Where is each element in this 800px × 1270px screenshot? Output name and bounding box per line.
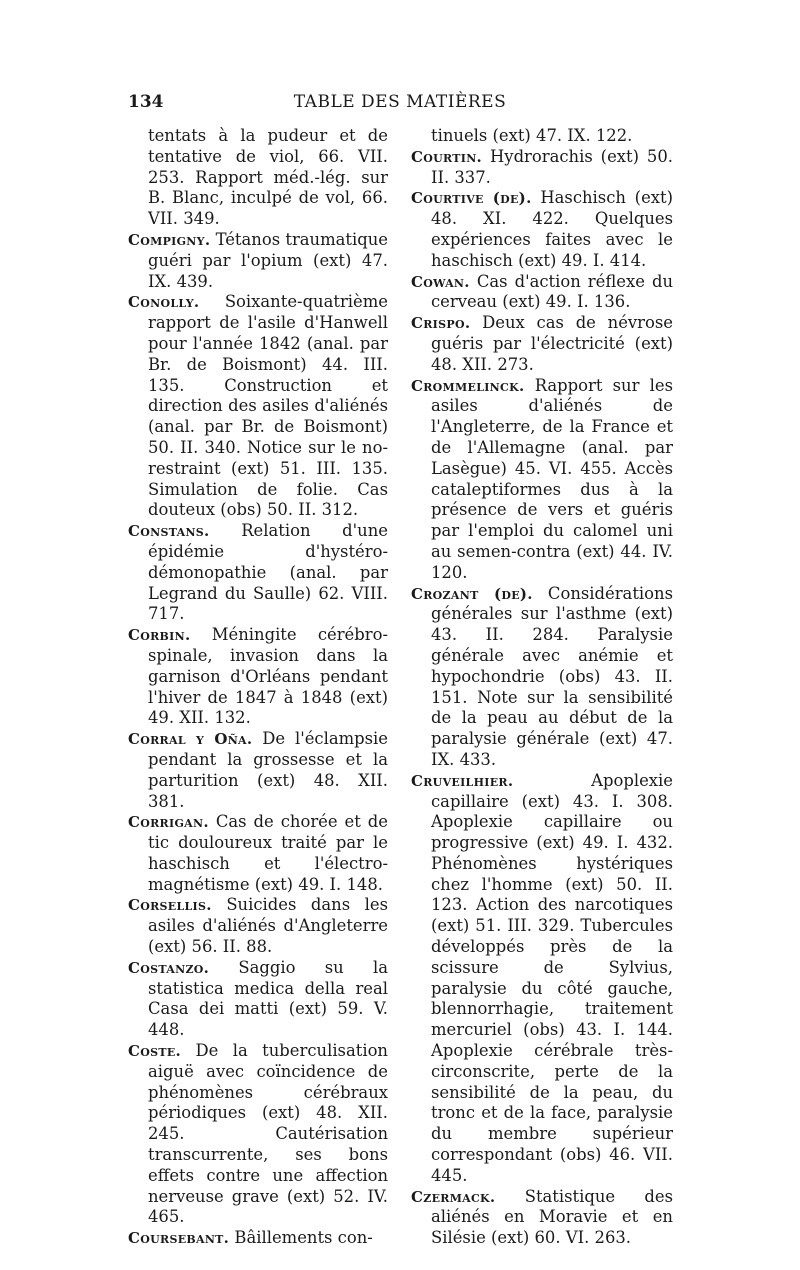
page-header bbox=[0, 92, 800, 120]
index-entry bbox=[128, 895, 388, 957]
index-entry bbox=[128, 625, 388, 729]
entry-text: Relation d'une épidémie d'hystéro-démonopathie (anal. par Legrand du Saulle) 62. VIII. 717. bbox=[148, 521, 388, 624]
left-column bbox=[128, 126, 388, 1249]
index-entry bbox=[128, 1228, 388, 1249]
entry-text: Soixante-quatrième rapport de l'asile d'Hanwell pour l'année 1842 (anal. par Br. de Boismont) 44. III. 135. Construction et direction des asiles d'aliénés (anal. par Br. de Boismont) 50. II. 340. Notice sur le no-restraint (ext) 51. III. 135. Simulation de folie. Cas douteux (obs) 50. II. 312. bbox=[148, 292, 388, 520]
index-entry bbox=[128, 729, 388, 812]
index-entry bbox=[128, 521, 388, 625]
entry-text: Bâillements con- bbox=[234, 1228, 373, 1248]
index-entry bbox=[411, 376, 673, 584]
continuation-text: tinuels (ext) 47. IX. 122. bbox=[431, 126, 633, 145]
index-entry bbox=[128, 292, 388, 521]
entry-text: Suicides dans les asiles d'aliénés d'Angleterre (ext) 56. II. 88. bbox=[148, 895, 388, 957]
entry-headword: Courtive (de). bbox=[411, 189, 532, 208]
entry-text: Tétanos traumatique guéri par l'opium (ext) 47. IX. 439. bbox=[148, 229, 388, 291]
index-entry bbox=[128, 812, 388, 895]
entry-headword: Courtin. bbox=[411, 147, 483, 166]
page-number: 134 bbox=[128, 92, 164, 112]
entry-headword: Cruveilhier. bbox=[411, 771, 514, 790]
entry-text: Rapport sur les asiles d'aliénés de l'Angleterre, de la France et de l'Allemagne (anal. par Lasègue) 45. VI. 455. Accès cataleptiformes dus à la présence de vers et guéris par l'emploi du calomel uni au semen-contra (ext) 44. IV. 120. bbox=[431, 375, 673, 582]
entry-text: De l'éclampsie pendant la grossesse et la parturition (ext) 48. XII. 381. bbox=[148, 729, 388, 811]
index-entry bbox=[128, 230, 388, 292]
entry-headword: Coursebant. bbox=[128, 1229, 230, 1248]
entry-text: Cas d'action réflexe du cerveau (ext) 49. I. 136. bbox=[431, 271, 673, 312]
continuation-text: tentats à la pudeur et de tentative de viol, 66. VII. 253. Rapport méd.-lég. sur B. Blanc, inculpé de vol, 66. VII. 349. bbox=[148, 126, 388, 229]
entry-text: Cas de chorée et de tic douloureux traité par le haschisch et l'électro-magnétisme (ext) 49. I. 148. bbox=[148, 812, 388, 894]
entry-text: Statistique des aliénés en Moravie et en Silésie (ext) 60. VI. 263. bbox=[431, 1186, 673, 1248]
index-entry bbox=[411, 147, 673, 189]
entry-text: Haschisch (ext) 48. XI. 422. Quelques expériences faites avec le haschisch (ext) 49. I. 414. bbox=[431, 188, 673, 270]
entry-headword: Crozant (de). bbox=[411, 584, 533, 603]
entry-text: Hydrorachis (ext) 50. II. 337. bbox=[431, 146, 673, 187]
entry-headword: Czermack. bbox=[411, 1187, 496, 1206]
entry-text: Deux cas de névrose guéris par l'électricité (ext) 48. XII. 273. bbox=[431, 313, 673, 374]
entry-text: Méningite cérébro-spinale, invasion dans la garnison d'Orléans pendant l'hiver de 1847 à 1848 (ext) 49. XII. 132. bbox=[148, 625, 388, 728]
entry-text: De la tuberculisation aiguë avec coïncidence de phénomènes cérébraux périodiques (ext) 48. XII. 245. Cautérisation transcurrente, ses bons effets contre une affection nerveuse grave (ext) 52. IV. 465. bbox=[148, 1041, 388, 1227]
entry-headword: Crommelinck. bbox=[411, 376, 525, 395]
right-column bbox=[411, 126, 673, 1249]
entry-text: Considérations générales sur l'asthme (ext) 43. II. 284. Paralysie générale avec anémie et hypochondrie (obs) 43. II. 151. Note sur la sensibilité de la peau au début de la paralysie générale (ext) 47. IX. 433. bbox=[431, 583, 673, 769]
entry-headword: Compigny. bbox=[128, 230, 211, 249]
entry-headword: Coste. bbox=[128, 1042, 182, 1061]
entry-text: Apoplexie capillaire (ext) 43. I. 308. Apoplexie capillaire ou progressive (ext) 49. I. 432. Phénomènes hystériques chez l'homme (ext) 50. II. 123. Action des narcotiques (ext) 51. III. 329. Tubercules développés près de la scissure de Sylvius, paralysie du côté gauche, blennorrhagie, traitement mercuriel (obs) 43. I. 144. Apoplexie cérébrale très-circonscrite, perte de la sensibilité de la peau, du tronc et de la face, paralysie du membre supérieur correspondant (obs) 46. VII. 445. bbox=[431, 770, 673, 1185]
entry-headword: Crispo. bbox=[411, 314, 471, 333]
entry-headword: Corrigan. bbox=[128, 813, 209, 832]
index-entry bbox=[411, 771, 673, 1187]
entry-headword: Corral y Oña. bbox=[128, 730, 253, 749]
index-entry bbox=[128, 1041, 388, 1228]
entry-headword: Corsellis. bbox=[128, 896, 212, 915]
entry-headword: Corbin. bbox=[128, 626, 191, 645]
entry-headword: Costanzo. bbox=[128, 958, 210, 977]
entry-text: Saggio su la statistica medica della real Casa dei matti (ext) 59. V. 448. bbox=[148, 957, 388, 1040]
entry-headword: Cowan. bbox=[411, 272, 470, 291]
entry-headword: Conolly. bbox=[128, 293, 200, 312]
entry-headword: Constans. bbox=[128, 522, 210, 541]
index-entry bbox=[128, 958, 388, 1041]
running-title: TABLE DES MATIÈRES bbox=[293, 92, 507, 112]
index-entry bbox=[411, 272, 673, 314]
index-entry bbox=[411, 313, 673, 375]
index-entry bbox=[411, 188, 673, 271]
index-entry bbox=[411, 584, 673, 771]
index-entry bbox=[411, 1187, 673, 1249]
